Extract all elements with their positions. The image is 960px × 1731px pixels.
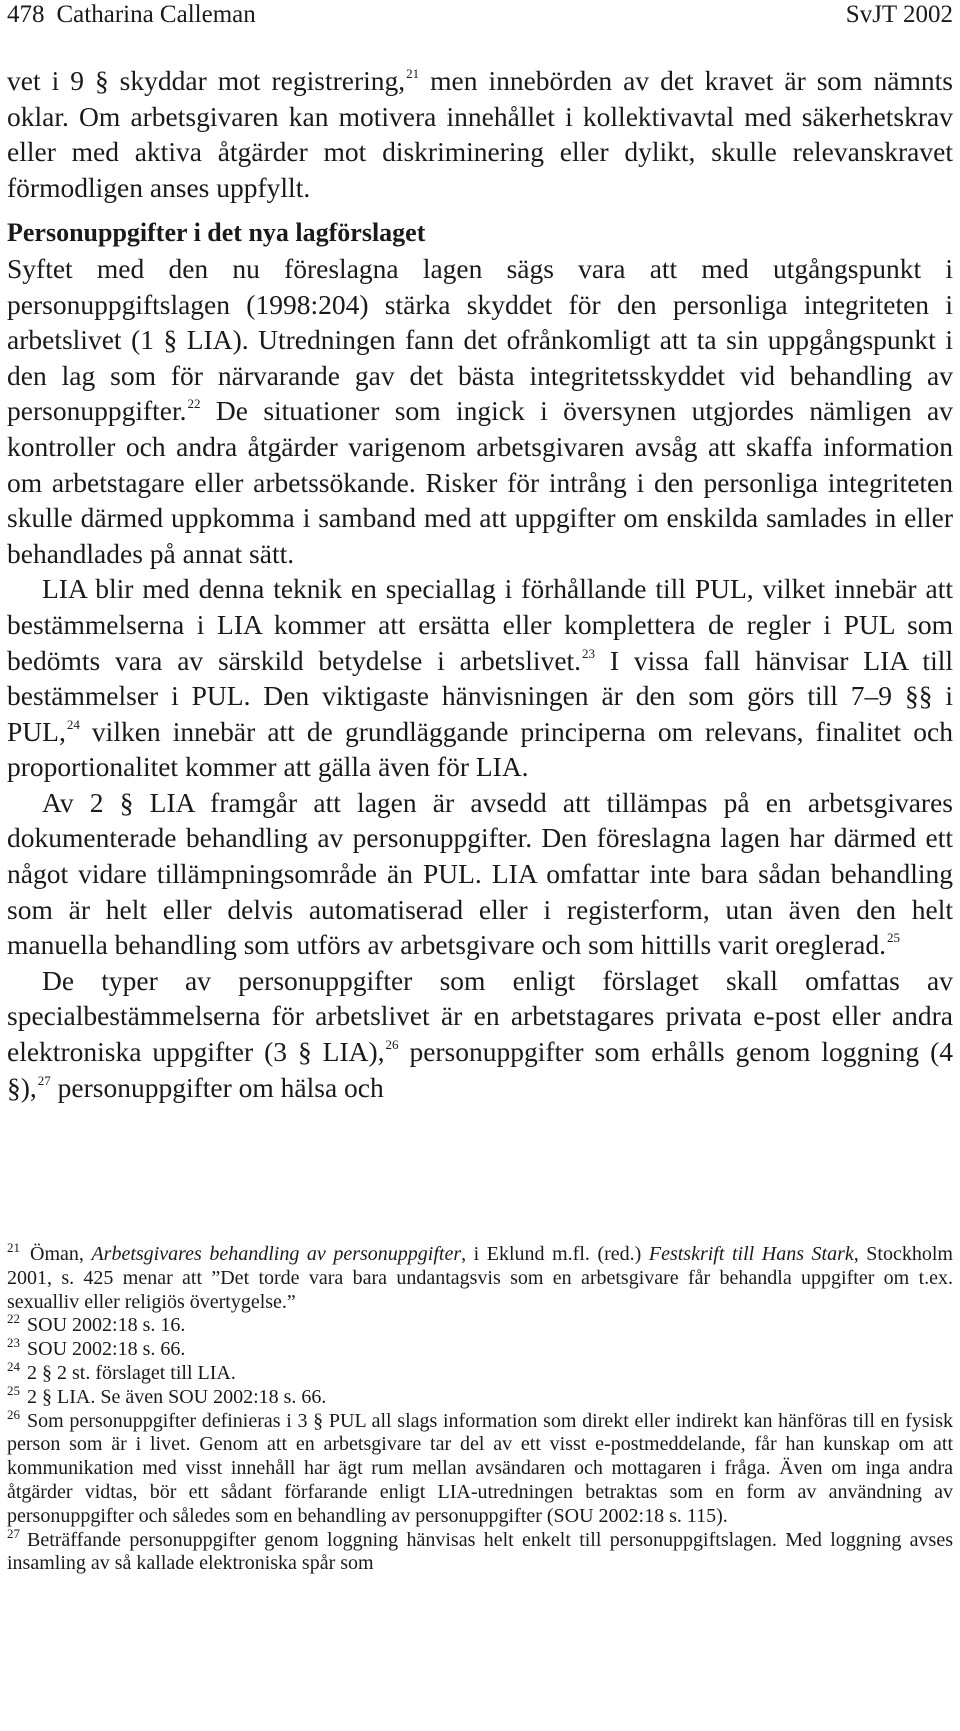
footnote-number: 24 [7,1358,20,1374]
footnote-ref-24[interactable]: 24 [66,716,80,732]
text-run: Syftet med den nu föreslagna lagen sägs vara att med utgångspunkt i personuppgiftslagen (1998:204) stärka skyddet för den personliga integriteten i arbetslivet (1 § LIA). Utredningen fann det ofrånkomligt att ta sin uppgångspunkt i den lag som för närvarande gav det bästa integritetsskyddet vid behandling av personuppgifter. [7,252,953,427]
footnote-ref-25[interactable]: 25 [887,930,900,946]
footnote-ref-21[interactable]: 21 [406,66,420,81]
footnote-text: SOU 2002:18 s. 66. [27,1338,186,1361]
footnote-number: 22 [7,1311,20,1327]
author-name: Catharina Calleman [56,1,256,28]
text-run: personuppgifter som erhålls genom loggning (4 §), [7,1036,953,1103]
journal-name: SvJT 2002 [845,1,953,28]
paragraph-2 [7,251,953,571]
footnote-21 [7,1240,953,1314]
footnote-text: SOU 2002:18 s. 16. [27,1314,186,1337]
paragraph-1 [7,63,953,205]
running-head [7,0,953,30]
cited-title: Festskrift till Hans Stark [648,1243,854,1265]
footnote-text: 2 § 2 st. förslaget till LIA. [27,1361,236,1384]
footnote-ref-26[interactable]: 26 [385,1037,399,1053]
text-run: De typer av personuppgifter som enligt förslaget skall omfattas av specialbestämmelserna för arbetslivet är en arbetstagares privata e-post eller andra elektroniska uppgifter (3 § LIA), [7,964,953,1068]
footnote-text: Beträffande personuppgifter genom loggning hänvisas helt enkelt till personuppgiftslagen. Med loggning avses insamling av så kallade elektroniska spår som [7,1528,953,1575]
footnote-number: 21 [7,1240,20,1255]
paragraph-4 [7,785,953,963]
footnote-23 [7,1335,953,1362]
footnote-26 [7,1406,953,1529]
text-run: , Stockholm 2001, s. 425 menar att ”Det torde vara bara undantagsvis som en arbetsgivare får behandla uppgifter om t.ex. sexualliv eller religiös övertygelse.” [7,1243,953,1313]
footnote-25 [7,1382,953,1410]
main-text [7,63,953,1105]
footnote-text: 2 § LIA. Se även SOU 2002:18 s. 66. [27,1385,327,1408]
footnote-number: 27 [7,1525,20,1541]
paragraph-3 [7,571,953,785]
text-run: men innebörden av det kravet är som nämnts oklar. Om arbetsgivaren kan motivera innehållet i kollektivavtal med säkerhetskrav eller med aktiva åtgärder mot diskriminering eller dylikt, skulle relevanskravet förmodligen anses uppfyllt. [7,65,953,203]
footnote-27 [7,1525,953,1577]
text-run: I vissa fall hänvisar LIA till bestämmelser i PUL. Den viktigaste hänvisningen är den som görs till 7–9 §§ i PUL, [7,644,953,747]
running-head-left [7,0,256,30]
footnote-ref-23[interactable]: 23 [582,645,596,661]
text-run: , i Eklund m.fl. (red.) [461,1243,649,1265]
footnote-text: Som personuppgifter definieras i 3 § PUL all slags information som direkt eller indirekt kan hänföras till en fysisk person som är i livet. Genom att en arbetsgivare tar del av ett visst e-postmeddelande, får han kunskap om att kommunikation med visst innehåll har ägt rum mellan avsändaren och mottagaren i fråga. Även om inga andra åtgärder vidtas, bör ett sådant förfarande enligt LIA-utredningen betraktas som en form av användning av personuppgifter och således som en behandling av personuppgifter (SOU 2002:18 s. 115). [7,1409,953,1527]
text-run: vilken innebär att de grundläggande principerna om relevans, finalitet och proportionalitet kommer att gälla även för LIA. [7,715,953,783]
footnote-24 [7,1358,953,1386]
paragraph-5 [7,963,953,1105]
page-number: 478 [7,1,45,28]
text-run: De situationer som ingick i översynen utgjordes nämligen av kontroller och andra åtgärder varigenom arbetsgivaren avsåg att skaffa information om arbetstagare eller arbetssökande. Risker för intrång i den personliga integriteten skulle därmed uppkomma i samband med att uppgifter om enskilda samlades in eller behandlades på annat sätt. [7,395,953,569]
footnote-ref-22[interactable]: 22 [187,396,201,412]
text-run: vet i 9 § skyddar mot registrering, [7,65,406,96]
footnote-ref-27[interactable]: 27 [37,1072,51,1088]
footnotes [7,1240,953,1576]
footnote-number: 25 [7,1382,20,1398]
section-heading: Personuppgifter i det nya lagförslaget [7,218,426,248]
text-run: Av 2 § LIA framgår att lagen är avsedd att tillämpas på en arbetsgivares dokumenterade behandling av personuppgifter. Den föreslagna lagen har därmed ett något vidare tillämpningsområde än PUL. LIA omfattar inte bara sådan behandling som är helt eller delvis automatiserad eller i registerform, utan även den helt manuella behandling som utförs av arbetsgivare och som hittills varit oreglerad. [7,786,953,961]
text-run: personuppgifter om hälsa och [50,1071,384,1103]
footnote-22 [7,1311,953,1338]
text-run: LIA blir med denna teknik en speciallag i förhållande till PUL, vilket innebär att bestämmelserna i LIA kommer att ersätta eller komplettera de regler i PUL som bedömts vara av särskild betydelse i arbetslivet. [7,573,953,676]
cited-title: Arbetsgivares behandling av personuppgifter [91,1243,462,1265]
footnote-number: 23 [7,1335,20,1351]
footnote-number: 26 [7,1406,20,1422]
text-run: Öman, [30,1243,92,1265]
